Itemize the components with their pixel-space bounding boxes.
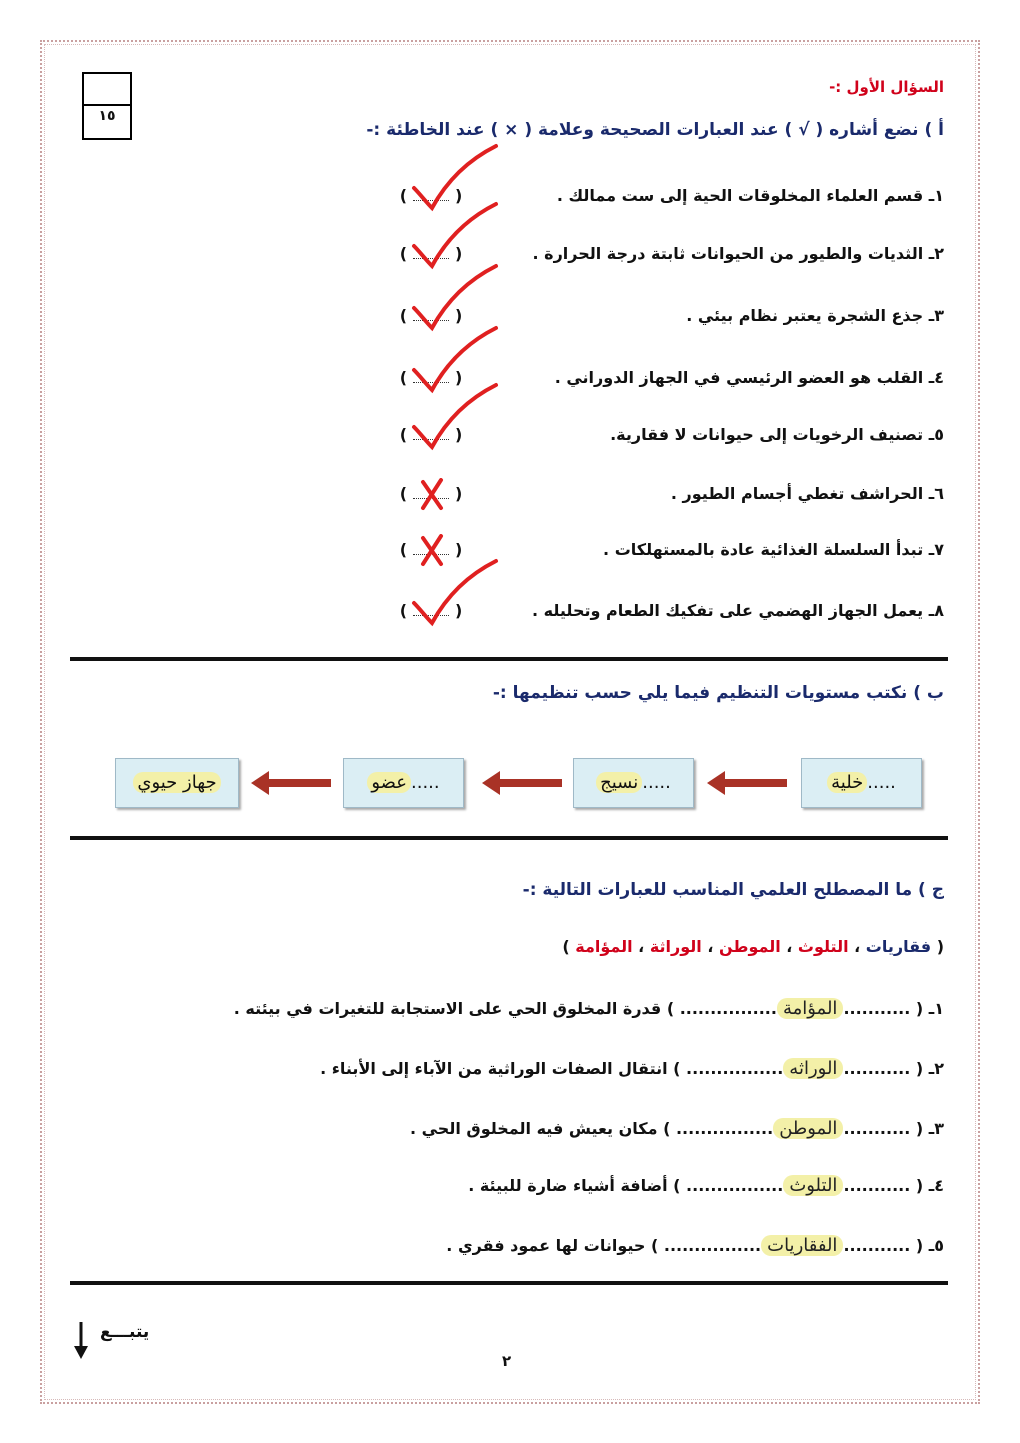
level-tissue-text: نسيج (596, 772, 642, 793)
answer-text: الفقاريات (761, 1235, 843, 1256)
statement-text: ٥ـ تصنيف الرخويات إلى حيوانات لا فقارية. (610, 425, 944, 444)
arrow-left-icon (482, 768, 562, 798)
term-definition-row: ٥ـ ( ...........الفقاريات................ ) حيوانات لها عمود فقري . (446, 1235, 944, 1256)
arrow-down-icon (72, 1322, 90, 1360)
definition-text: ) مكان يعيش فيه المخلوق الحي . (409, 1119, 671, 1138)
statement-text: ٦ـ الحراشف تغطي أجسام الطيور . (670, 484, 944, 503)
cross-mark-icon (417, 478, 447, 512)
item-number: ١ـ ( (915, 999, 944, 1018)
statement-text: ٤ـ القلب هو العضو الرئيسي في الجهاز الدوراني . (554, 368, 944, 387)
statement-text: ٨ـ يعمل الجهاز الهضمي على تفكيك الطعام وتحليله . (532, 601, 944, 620)
page-number: ٢ (502, 1352, 512, 1370)
term-open-paren: ( (936, 937, 944, 956)
arrow-left-icon (707, 768, 787, 798)
term-definition-row: ٤ـ ( ...........التلوث................ ) أضافة أشياء ضارة للبيئة . (468, 1175, 944, 1196)
level-box-organ: .....عضو (343, 758, 464, 808)
answer-text: المؤامة (777, 998, 843, 1019)
answer-text: الوراثه (783, 1058, 843, 1079)
definition-text: ) أضافة أشياء ضارة للبيئة . (468, 1176, 681, 1195)
check-mark-icon (410, 381, 502, 453)
level-box-system (115, 758, 239, 808)
arrow-left-icon (251, 768, 331, 798)
continue-label: يتبـــع (100, 1322, 150, 1342)
term-5: المؤامة (575, 937, 633, 956)
level-system-text: جهاز حيوي (133, 772, 220, 793)
statement-text: ٣ـ جذع الشجرة يعتبر نظام بيئي . (686, 306, 944, 325)
answer-parentheses: ( ) (399, 540, 463, 559)
item-number: ٢ـ ( (915, 1059, 944, 1078)
answer-parentheses: ( ) (399, 425, 463, 444)
term-close-paren: ) (562, 937, 570, 956)
term-1: فقاريات (865, 937, 932, 956)
statement-text: ٧ـ تبدأ السلسلة الغذائية عادة بالمستهلكات . (603, 540, 944, 559)
answer-parentheses: ( ) (399, 368, 463, 387)
item-number: ٣ـ ( (915, 1119, 944, 1138)
part-b-instructions: ب ) نكتب مستويات التنظيم فيما يلي حسب تنظيمها :- (492, 683, 944, 703)
level-organ-text: عضو (367, 772, 411, 793)
term-bank: ( فقاريات ، التلوث ، الموطن ، الوراثة ، المؤامة ) (562, 937, 944, 956)
divider-2 (70, 836, 948, 840)
definition-text: ) حيوانات لها عمود فقري . (446, 1236, 659, 1255)
answer-parentheses: ( ) (399, 306, 463, 325)
term-2: التلوث (797, 937, 849, 956)
definition-text: ) انتقال الصفات الوراثية من الآباء إلى الأبناء . (320, 1059, 681, 1078)
term-4: الوراثة (649, 937, 702, 956)
answer-parentheses: ( ) (399, 244, 463, 263)
answer-parentheses: ( ) (399, 601, 463, 620)
divider-3 (70, 1281, 948, 1285)
term-3: الموطن (718, 937, 781, 956)
statement-text: ٢ـ الثديات والطيور من الحيوانات ثابتة درجة الحرارة . (532, 244, 944, 263)
item-number: ٥ـ ( (915, 1236, 944, 1255)
score-value: ١٥ (98, 108, 116, 124)
answer-parentheses: ( ) (399, 484, 463, 503)
part-c-instructions: ج ) ما المصطلح العلمي المناسب للعبارات التالية :- (522, 880, 944, 900)
definition-text: ) قدرة المخلوق الحي على الاستجابة للتغيرات في بيئته . (233, 999, 675, 1018)
score-box (82, 72, 132, 140)
question-title: السؤال الأول :- (829, 78, 944, 96)
item-number: ٤ـ ( (915, 1176, 944, 1195)
part-a-instructions: أ ) نضع أشاره ( √ ) عند العبارات الصحيحة وعلامة ( × ) عند الخاطئة :- (366, 120, 944, 140)
level-cell-text: خلية (827, 772, 867, 793)
answer-parentheses: ( ) (399, 186, 463, 205)
answer-text: الموطن (773, 1118, 843, 1139)
term-definition-row: ٣ـ ( ...........الموطن................ ) مكان يعيش فيه المخلوق الحي . (409, 1118, 944, 1139)
level-box-tissue: .....نسيج (573, 758, 694, 808)
term-definition-row: ٢ـ ( ...........الوراثه................ ) انتقال الصفات الوراثية من الآباء إلى الأبناء . (320, 1058, 944, 1079)
level-box-cell: .....خلية (801, 758, 922, 808)
statement-text: ١ـ قسم العلماء المخلوقات الحية إلى ست ممالك . (556, 186, 944, 205)
divider-1 (70, 657, 948, 661)
check-mark-icon (410, 557, 502, 629)
answer-text: التلوث (783, 1175, 843, 1196)
term-definition-row: ١ـ ( ...........المؤامة................ ) قدرة المخلوق الحي على الاستجابة للتغيرات في بيئته . (233, 998, 944, 1019)
